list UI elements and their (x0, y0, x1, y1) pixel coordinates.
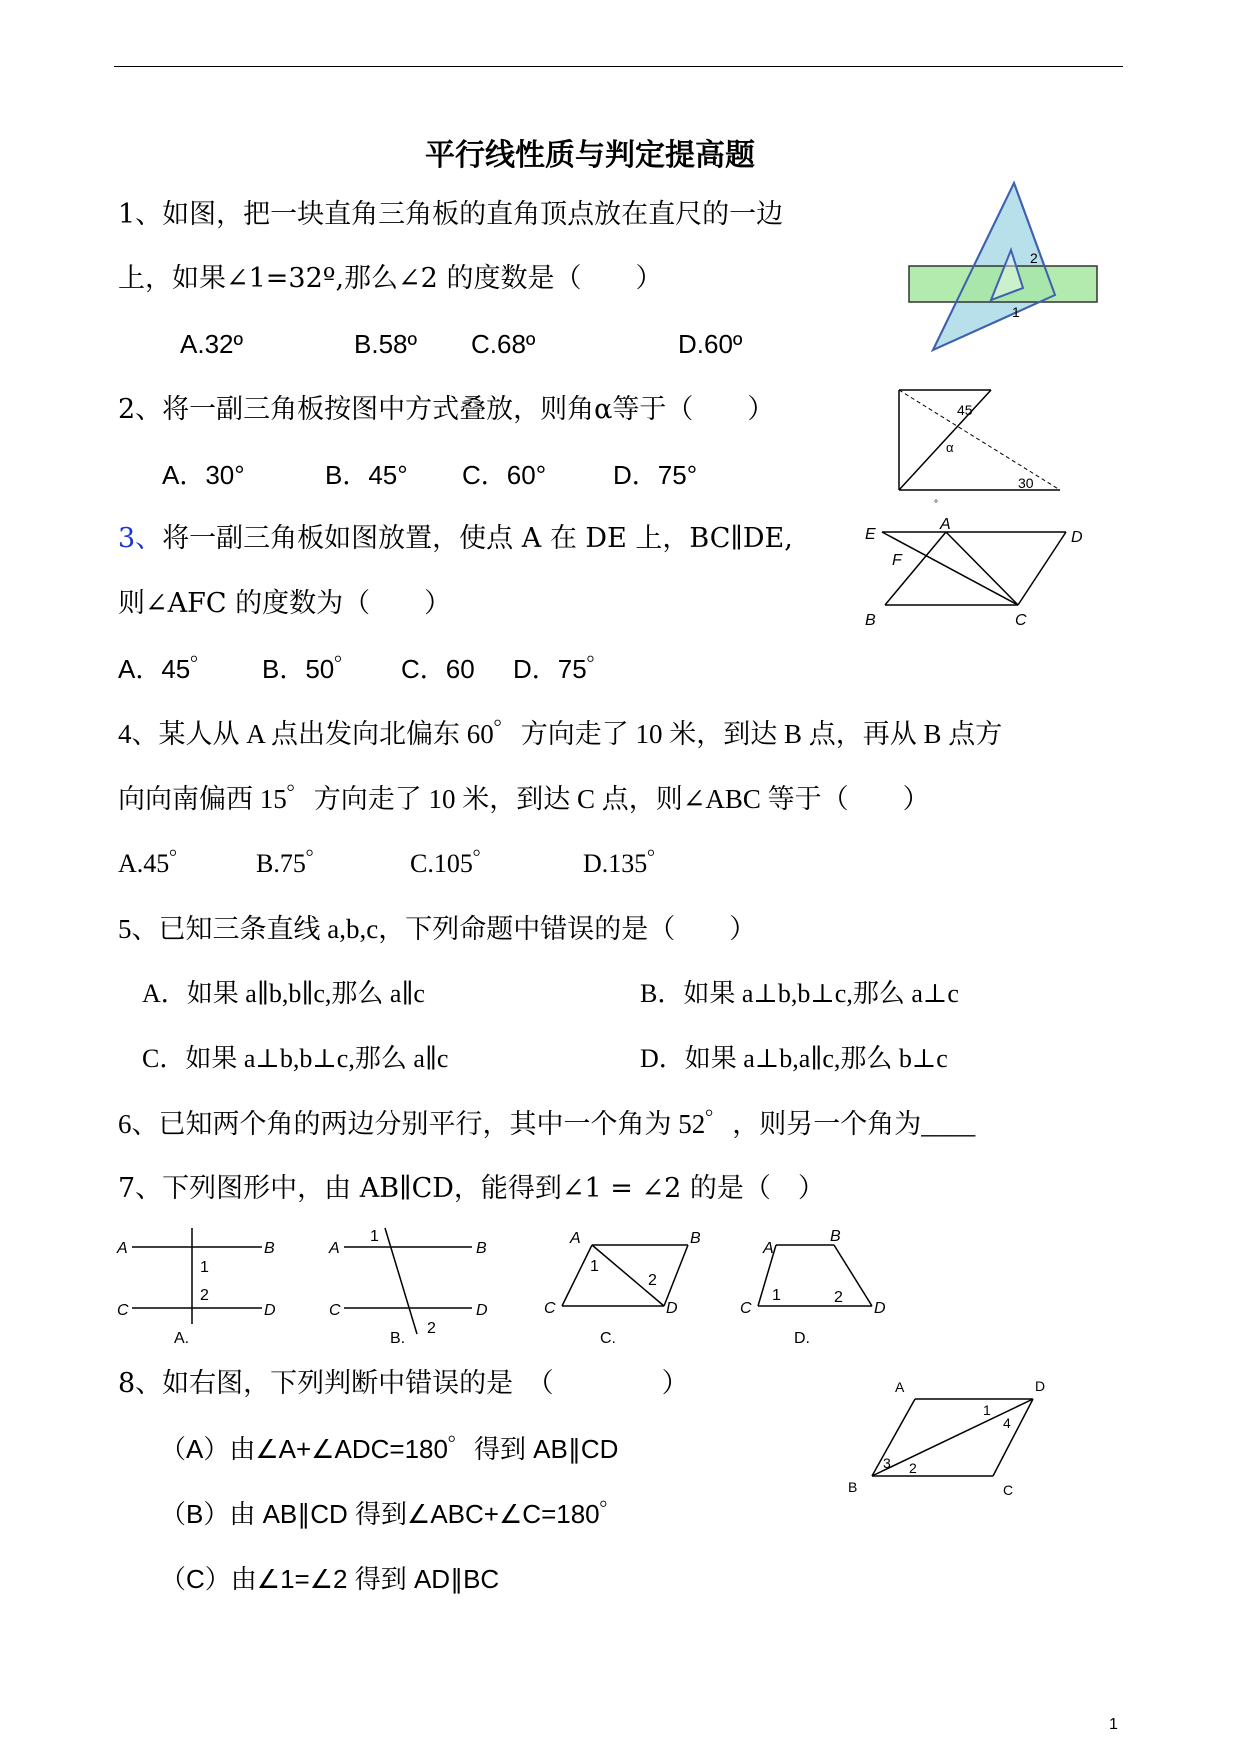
q4-option-c: C.105゜ (410, 849, 499, 878)
q1-option-a: A.32º (180, 329, 243, 359)
q7b-label-c: C (329, 1302, 341, 1319)
q8-option-a: （A）由∠A+∠ADC=180゜得到 AB∥CD (160, 1434, 619, 1464)
q7d-label-b: B (830, 1228, 841, 1245)
q5-option-d: D．如果 a⊥b,a∥c,那么 b⊥c (640, 1044, 948, 1073)
q3-line-ac (946, 532, 1018, 605)
q7a-label-d: D (264, 1302, 276, 1319)
q5-option-b: B．如果 a⊥b,b⊥c,那么 a⊥c (640, 979, 959, 1008)
q3-line2: 则∠AFC 的度数为（ ） (118, 588, 452, 619)
q3-label-f: F (892, 552, 902, 569)
q2-text: 2、将一副三角板按图中方式叠放，则角α等于（ ） (118, 394, 775, 425)
q4-option-d: D.135゜ (583, 849, 674, 878)
q3-line-ec (882, 532, 1018, 605)
q2-label-degree: ° (934, 499, 938, 510)
page-number: 1 (1109, 1716, 1118, 1733)
q7b-label-1: 1 (370, 1228, 379, 1245)
q7c-label-a: A (570, 1230, 581, 1247)
q2-label-30: 30 (1018, 475, 1034, 491)
q3-line-dc (1018, 532, 1066, 605)
q1-option-b: B.58º (354, 329, 417, 359)
q7b-label-a: A (329, 1240, 340, 1257)
q3-option-c: C．60 (401, 654, 475, 684)
q3-figure (855, 515, 1095, 635)
q8-option-c: （C）由∠1=∠2 得到 AD∥BC (160, 1564, 500, 1594)
q3-label-e: E (865, 526, 876, 543)
q1-angle1-label: 1 (1012, 304, 1020, 320)
q7a-label-b: B (264, 1240, 275, 1257)
q7-figure-a (116, 1228, 276, 1347)
header-rule (114, 66, 1123, 67)
q3-label-c: C (1015, 612, 1027, 629)
q2-label-alpha: α (946, 440, 954, 455)
q2-option-d: D．75° (613, 460, 698, 490)
q8-line-bd (872, 1399, 1033, 1476)
q7b-label-b: B (476, 1240, 487, 1257)
q4-option-b: B.75゜ (256, 849, 332, 878)
q8-label-d: D (1035, 1378, 1046, 1394)
q7b-label-d: D (476, 1302, 488, 1319)
q3-option-a: A．45゜ (118, 654, 217, 684)
q7a-label-a: A (117, 1240, 128, 1257)
q8-label-2: 2 (909, 1460, 917, 1476)
q7c-label-d: D (666, 1300, 678, 1317)
q3-label-d: D (1071, 529, 1083, 546)
q3-number: 3、 (118, 523, 163, 554)
q3-label-a: A (940, 516, 951, 533)
q7c-label-2: 2 (648, 1272, 657, 1289)
q1-line2: 上，如果∠1=32º,那么∠2 的度数是（ ） (118, 263, 663, 294)
q7-figure-d (740, 1228, 886, 1347)
q4-option-a: A.45゜ (118, 849, 196, 878)
page-title: 平行线性质与判定提高题 (425, 138, 755, 173)
q7a-label-1: 1 (200, 1259, 209, 1276)
q8-label-4: 4 (1003, 1415, 1011, 1431)
q1-option-c: C.68º (471, 329, 536, 359)
q5-option-a: A．如果 a∥b,b∥c,那么 a∥c (142, 979, 425, 1008)
q2-diagonal (899, 390, 991, 490)
q1-option-d: D.60º (678, 329, 743, 359)
q7c-line-ca (562, 1245, 592, 1306)
q8-line-dc (993, 1399, 1033, 1476)
q7b-label-2: 2 (427, 1320, 436, 1337)
q7a-label-c: C (117, 1302, 129, 1319)
q4-line1: 4、某人从 A 点出发向北偏东 60゜方向走了 10 米，到达 B 点，再从 B 点方 (118, 719, 1003, 749)
q3-option-d: D．75゜ (513, 654, 613, 684)
q1-figure (905, 180, 1105, 360)
q3-line1-text: 将一副三角板如图放置，使点 A 在 DE 上，BC∥DE, (162, 523, 793, 554)
q7a-label-2: 2 (200, 1287, 209, 1304)
q7-text: 7、下列图形中，由 AB∥CD，能得到∠1 = ∠2 的是（ ） (118, 1173, 825, 1204)
q8-label-3: 3 (883, 1455, 891, 1471)
q7-figures (112, 1220, 902, 1350)
q7c-label-c: C (544, 1300, 556, 1317)
q7c-caption-label: C. (600, 1330, 616, 1347)
q7-figure-b (328, 1228, 488, 1347)
q8-label-a: A (895, 1379, 905, 1395)
q7d-label-a: A (763, 1240, 774, 1257)
q3-option-b: B．50゜ (262, 654, 361, 684)
q8-text: 8、如右图，下列判断中错误的是 （ ） (118, 1368, 689, 1399)
q2-figure (890, 385, 1070, 510)
q7b-caption: B. (390, 1330, 406, 1347)
q7d-label-c: C (740, 1300, 752, 1317)
q3-label-b: B (865, 612, 876, 629)
q8-figure (845, 1378, 1065, 1508)
q3-line1 (118, 522, 793, 556)
q4-line2: 向向南偏西 15゜方向走了 10 米，到达 C 点，则∠ABC 等于（ ） (118, 784, 930, 814)
q2-option-c: C．60° (462, 460, 547, 490)
q2-dashed-line (899, 390, 1060, 490)
q7d-label-2: 2 (834, 1289, 843, 1306)
q7c-label-1: 1 (590, 1258, 599, 1275)
q8-option-b: （B）由 AB∥CD 得到∠ABC+∠C=180゜ (160, 1499, 626, 1529)
q6-text: 6、已知两个角的两边分别平行，其中一个角为 52゜，则另一个角为____ (118, 1109, 976, 1139)
q1-line1: 1、如图，把一块直角三角板的直角顶点放在直尺的一边 (118, 199, 784, 230)
q8-label-1: 1 (983, 1402, 991, 1418)
q7c-label-b: B (690, 1230, 701, 1247)
q1-angle2-label: 2 (1030, 250, 1038, 266)
q2-option-a: A．30° (162, 460, 245, 490)
q7d-caption: D. (794, 1330, 810, 1347)
q2-label-45: 45 (957, 402, 973, 418)
q7c-line-bd (664, 1245, 688, 1306)
q8-label-b: B (848, 1479, 858, 1495)
q5-option-c: C．如果 a⊥b,b⊥c,那么 a∥c (142, 1044, 449, 1073)
q2-option-b: B．45° (325, 460, 408, 490)
q7a-caption: A. (174, 1330, 190, 1347)
q8-label-c: C (1003, 1482, 1014, 1498)
q7d-label-1: 1 (772, 1287, 781, 1304)
q7b-transversal (385, 1228, 417, 1334)
q5-text: 5、已知三条直线 a,b,c，下列命题中错误的是（ ） (118, 914, 757, 944)
q7-figure-c (544, 1230, 701, 1347)
q7d-label-d: D (874, 1300, 886, 1317)
